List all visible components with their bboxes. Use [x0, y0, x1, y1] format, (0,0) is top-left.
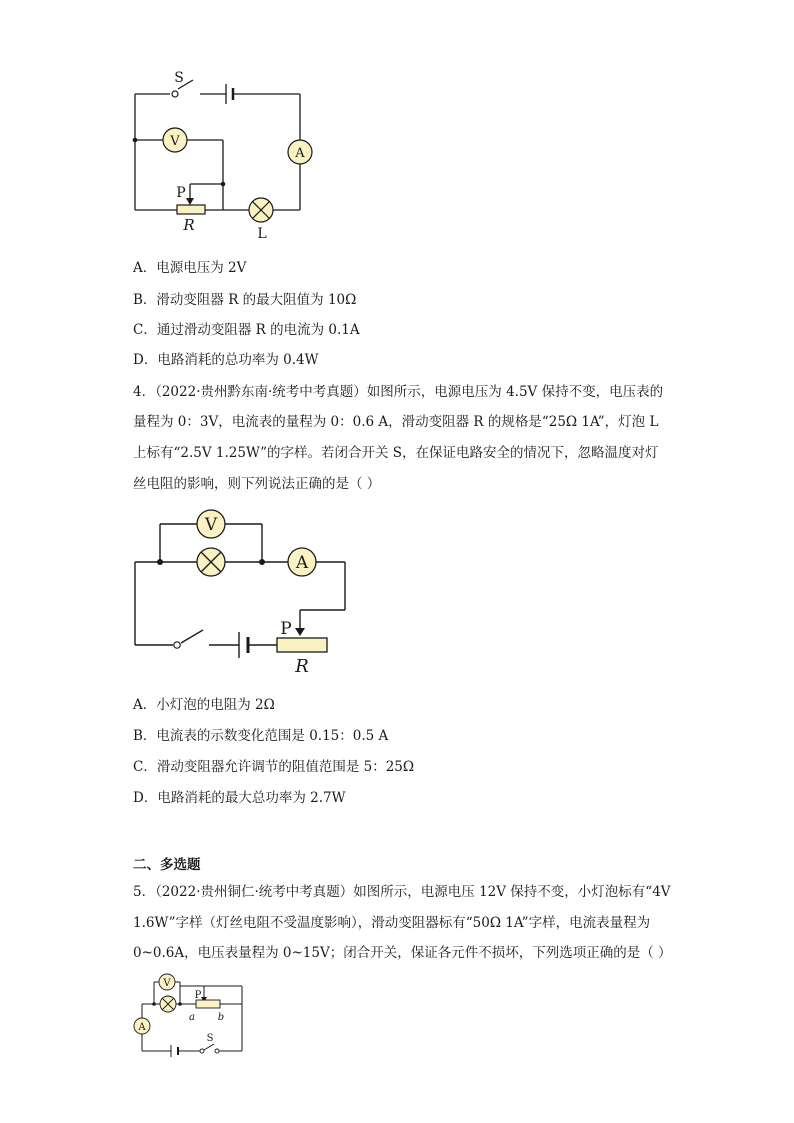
q5-switch-label: S — [206, 1033, 214, 1044]
q3-slider-label: P — [176, 185, 186, 201]
q5-end-a-label: a — [189, 1012, 195, 1023]
q3-option-d: D．电路消耗的总功率为 0.4W — [133, 352, 319, 368]
q3-lamp-label: L — [257, 226, 267, 242]
q4-rheostat-label: R — [295, 656, 309, 677]
q4-option-c: C．滑动变阻器允许调节的阻值范围是 5：25Ω — [133, 759, 415, 775]
q4-ammeter-label: A — [295, 553, 309, 573]
q4-slider-label: P — [280, 619, 292, 639]
q5-rheostat-icon — [196, 1000, 220, 1008]
q4-circuit-diagram — [125, 500, 365, 680]
q4-option-b: B．电流表的示数变化范围是 0.15：0.5 A — [133, 728, 389, 744]
q3-voltmeter-label: V — [170, 134, 180, 149]
q3-option-a: A．电源电压为 2V — [133, 260, 247, 276]
q4-stem-line-1: 4．（2022·贵州黔东南·统考中考真题）如图所示，电源电压为 4.5V 保持不变，电压表的 — [133, 384, 664, 400]
q4-voltmeter-label: V — [204, 515, 218, 535]
q3-option-c: C．通过滑动变阻器 R 的电流为 0.1A — [133, 322, 360, 338]
q4-rheostat-icon — [277, 638, 327, 652]
q4-lamp-icon — [197, 548, 225, 576]
q5-stem-line-3: 0~0.6A，电压表量程为 0~15V；闭合开关，保证各元件不损坏，下列选项正确的是（ ） — [133, 945, 672, 961]
q3-rheostat-icon — [177, 205, 205, 214]
q5-end-b-label: b — [217, 1012, 225, 1023]
q4-stem-line-2: 量程为 0：3V，电流表的量程为 0：0.6 A，滑动变阻器 R 的规格是“25Ω 1A”，灯泡 L — [133, 414, 659, 430]
q3-lamp-icon — [249, 198, 273, 222]
section-heading: 二、多选题 — [133, 857, 201, 873]
q5-ammeter-label: A — [138, 1022, 146, 1033]
q5-stem-line-1: 5．（2022·贵州铜仁·统考中考真题）如图所示，电源电压 12V 保持不变，小灯泡标有“4V — [133, 884, 671, 900]
q3-option-b: B．滑动变阻器 R 的最大阻值为 10Ω — [133, 292, 357, 308]
q5-circuit-diagram — [128, 968, 253, 1060]
q4-option-d: D．电路消耗的最大总功率为 2.7W — [133, 790, 346, 806]
q5-slider-label: P — [194, 990, 202, 1001]
q5-voltmeter-label: V — [163, 978, 171, 989]
q4-option-a: A．小灯泡的电阻为 2Ω — [133, 697, 275, 713]
q3-circuit-diagram — [125, 62, 315, 247]
q3-ammeter-label: A — [295, 146, 305, 161]
q3-rheostat-label: R — [183, 216, 195, 234]
q3-switch-label: S — [174, 70, 184, 86]
q5-lamp-icon — [160, 996, 176, 1012]
q4-stem-line-3: 上标有“2.5V 1.25W”的字样。若闭合开关 S，在保证电路安全的情况下，忽略温度对灯 — [133, 445, 659, 461]
q5-stem-line-2: 1.6W”字样（灯丝电阻不受温度影响），滑动变阻器标有“50Ω 1A”字样，电流表量程为 — [133, 915, 651, 931]
q4-stem-line-4: 丝电阻的影响，则下列说法正确的是（ ） — [133, 476, 381, 492]
